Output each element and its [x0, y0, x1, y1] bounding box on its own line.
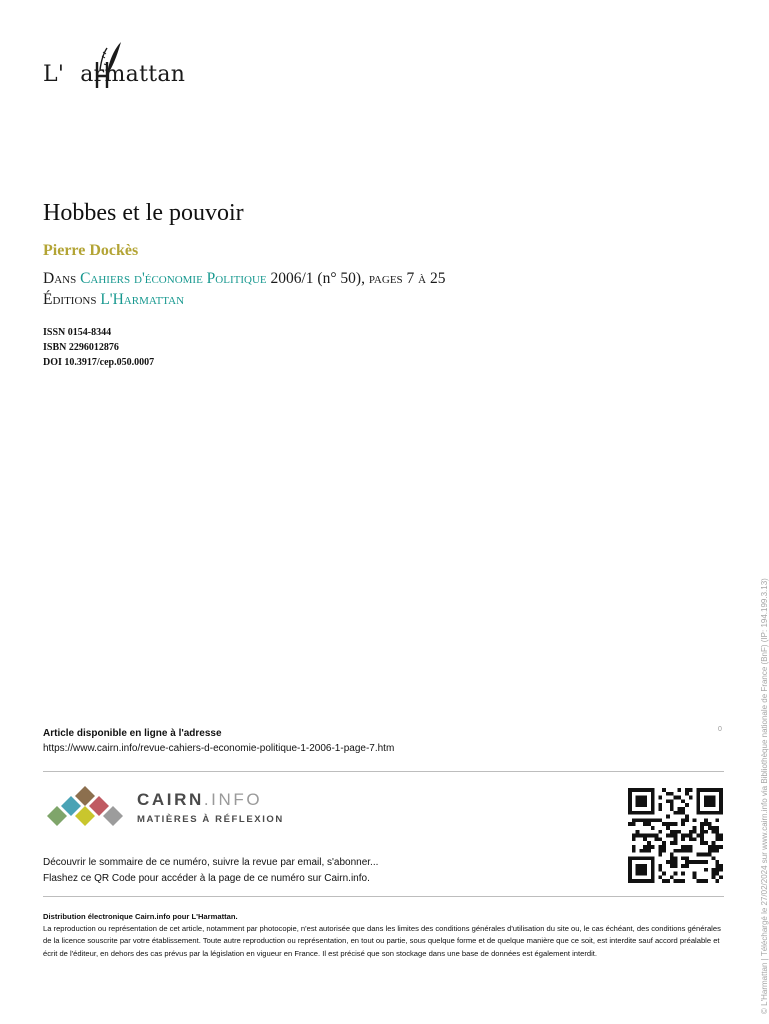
issn: ISSN 0154-8344: [43, 327, 112, 338]
journal-line: [43, 270, 445, 288]
issue-number: 2006/1 (n° 50): [270, 270, 362, 287]
doi[interactable]: DOI 10.3917/cep.050.0007: [43, 357, 155, 368]
download-watermark: © L'Harmattan | Téléchargé le 27/02/2024 sur www.cairn.info via Bibliothèque nationale de France (BnF) (IP: 194.199.3.13): [760, 578, 769, 1014]
isbn: ISBN 2296012876: [43, 342, 119, 353]
publisher-logo: [43, 40, 203, 96]
editions-line: [43, 291, 184, 309]
distribution-notice: [43, 911, 724, 960]
qr-code-icon[interactable]: [627, 788, 724, 883]
article-title: Hobbes et le pouvoir: [43, 200, 244, 226]
discover-line-2: Flashez ce QR Code pour accéder à la page de ce numéro sur Cairn.info.: [43, 873, 370, 884]
dans-label: Dans: [43, 270, 77, 287]
availability-label: Article disponible en ligne à l'adresse: [43, 728, 222, 739]
discover-text: [43, 855, 378, 887]
harmattan-h-quill-icon: [91, 40, 123, 90]
article-url-link[interactable]: https://www.cairn.info/revue-cahiers-d-economie-politique-1-2006-1-page-7.htm: [43, 743, 395, 754]
page-range: , pages 7 à 25: [361, 270, 446, 287]
publisher-logo-wordmark: L' armattan: [43, 62, 186, 87]
journal-link[interactable]: Cahiers d'économie Politique: [80, 270, 267, 287]
distribution-heading: Distribution électronique Cairn.info pour L'Harmattan.: [43, 912, 238, 921]
divider: [43, 896, 724, 897]
cairn-wordmark[interactable]: CAIRN.INFO: [137, 790, 263, 809]
discover-line-1: Découvrir le sommaire de ce numéro, suivre la revue par email, s'abonner...: [43, 857, 379, 868]
article-author[interactable]: Pierre Dockès: [43, 242, 139, 259]
editions-label: Éditions: [43, 291, 97, 308]
publisher-link[interactable]: L'Harmattan: [100, 291, 185, 308]
distribution-body: La reproduction ou représentation de cet article, notamment par photocopie, n'est autorisée que dans les limites des conditions générales d'utilisation du site ou, le cas échéant, des conditions générales de la licence souscrite par votre établissement. Toute autre reproduction ou représentation, en tout ou partie, sous quelque forme et de quelque manière que ce soit, est interdite sauf accord préalable et écrit de l'éditeur, en dehors des cas prévus par la législation en vigueur en France. Il est précisé que son stockage dans une base de données est également interdit.: [43, 924, 721, 958]
divider: [43, 771, 724, 772]
page-mark: 0: [718, 726, 722, 733]
cairn-tagline: MATIÈRES À RÉFLEXION: [137, 814, 284, 825]
identifiers-block: [43, 325, 154, 370]
cairn-logo-icon: [43, 784, 128, 836]
